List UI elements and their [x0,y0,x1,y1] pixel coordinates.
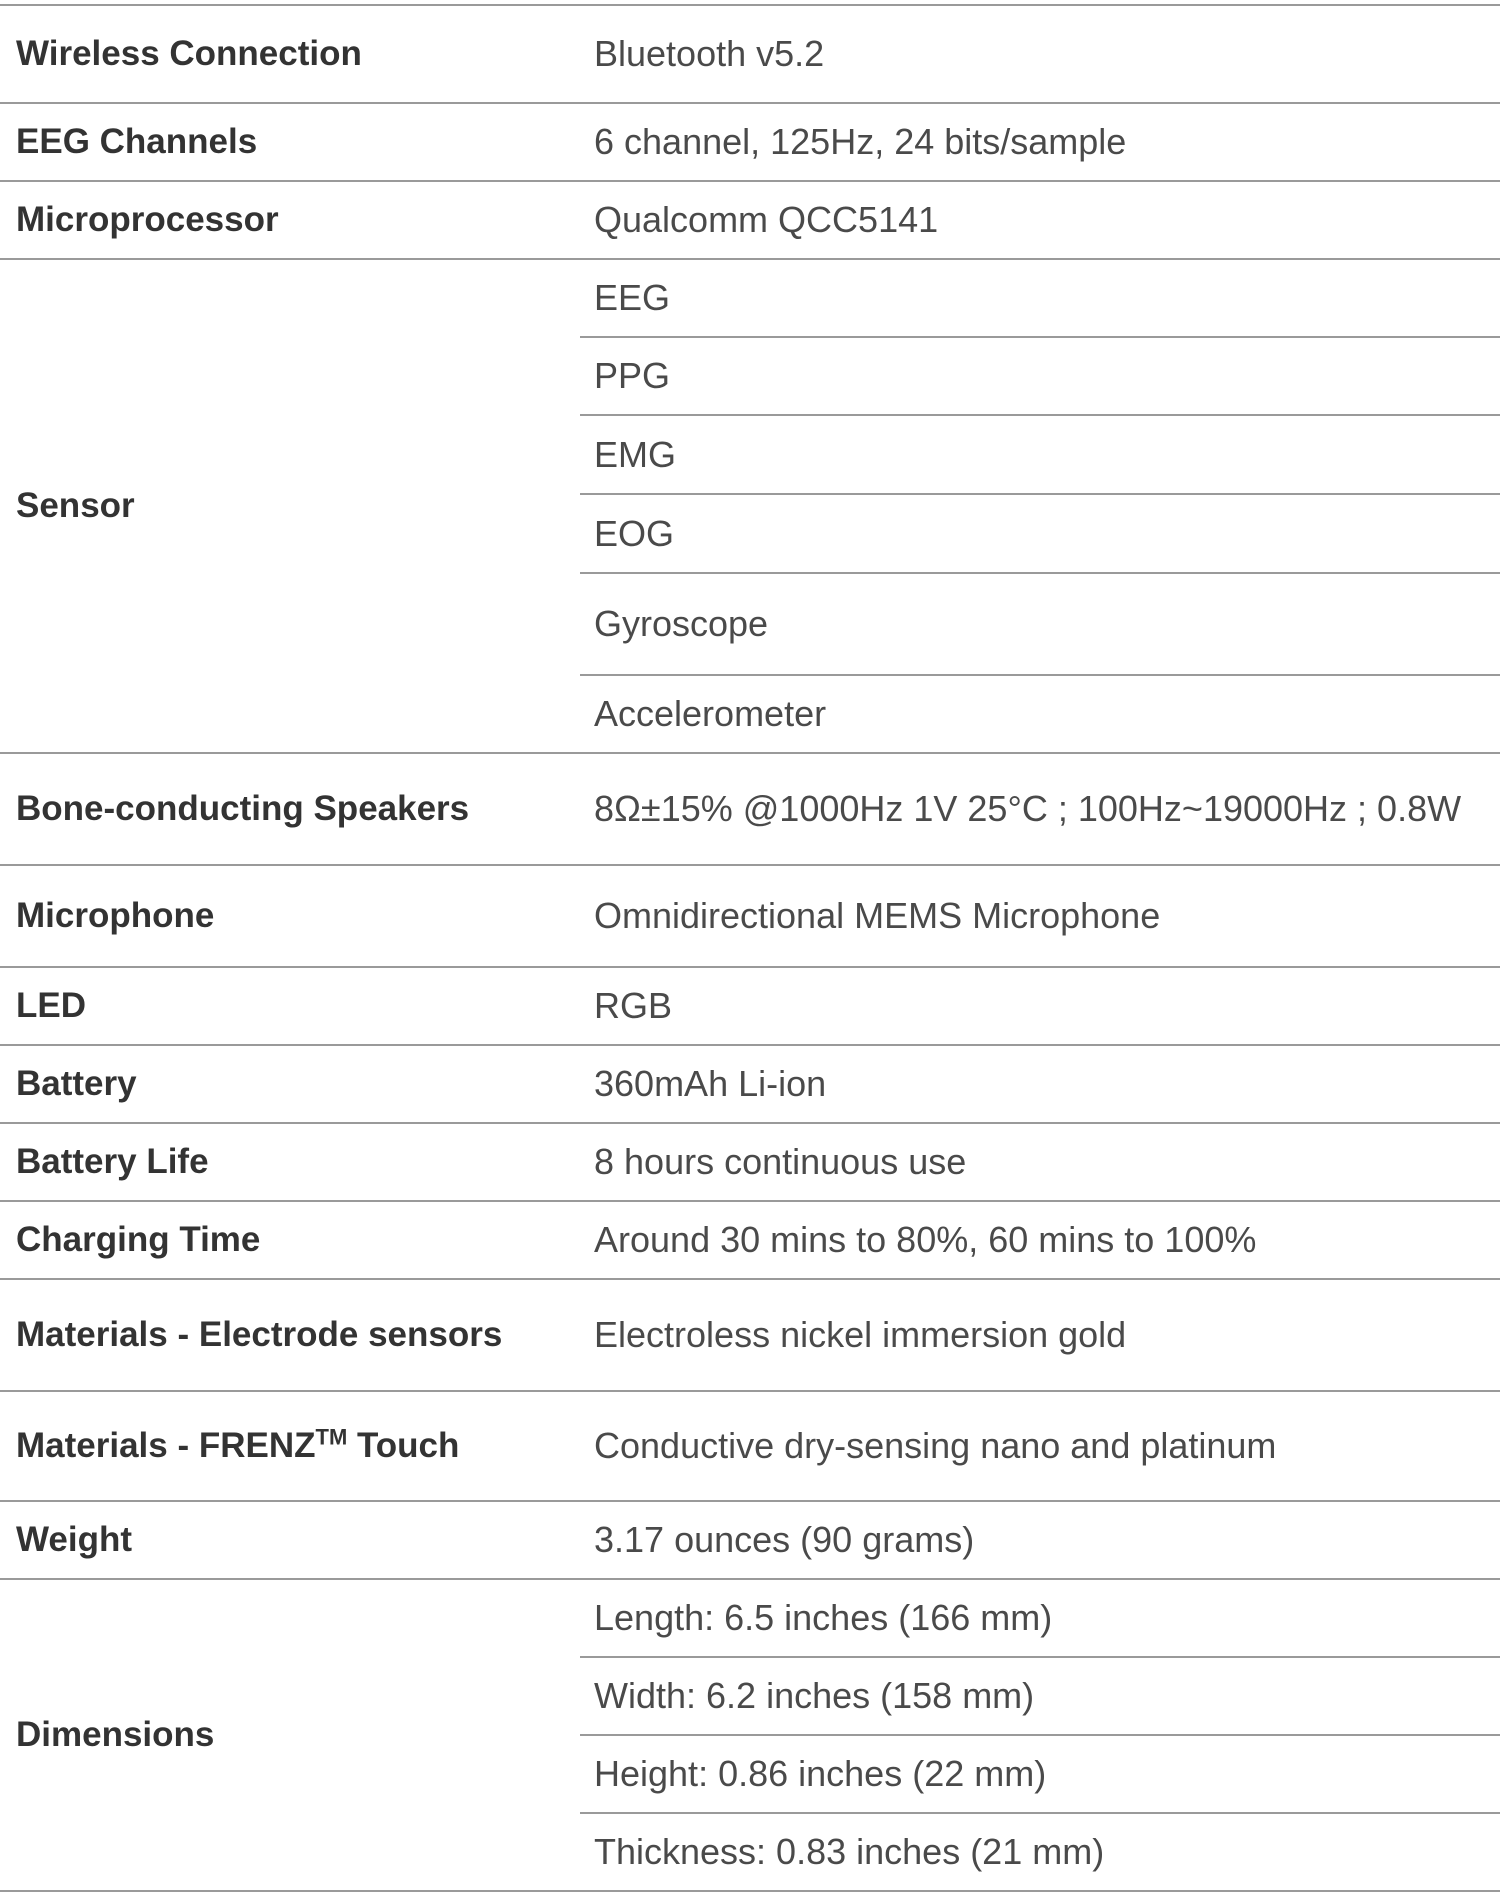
spec-value-sensor-item: Accelerometer [580,675,1500,753]
table-row [0,259,1500,337]
spec-value-sensor-item: PPG [580,337,1500,415]
table-row [0,967,1500,1045]
table-row [0,865,1500,967]
spec-value-speakers: 8Ω±15% @1000Hz 1V 25°C ; 100Hz~19000Hz ; 0.8W [580,753,1500,865]
spec-label-microphone: Microphone [0,865,580,967]
spec-label-battery-life: Battery Life [0,1123,580,1201]
spec-value-wireless: Bluetooth v5.2 [580,5,1500,103]
spec-value-weight: 3.17 ounces (90 grams) [580,1501,1500,1579]
table-row [0,1201,1500,1279]
spec-label-led: LED [0,967,580,1045]
spec-label-materials-touch [0,1391,580,1501]
table-row [0,1279,1500,1391]
spec-value-dimensions-item: Width: 6.2 inches (158 mm) [580,1657,1500,1735]
spec-label-eeg-channels: EEG Channels [0,103,580,181]
spec-value-dimensions-item: Thickness: 0.83 inches (21 mm) [580,1813,1500,1891]
table-row [0,1391,1500,1501]
spec-value-sensor-item: Gyroscope [580,573,1500,675]
table-row [0,181,1500,259]
spec-value-materials-electrode: Electroless nickel immersion gold [580,1279,1500,1391]
spec-value-microprocessor: Qualcomm QCC5141 [580,181,1500,259]
table-row [0,5,1500,103]
spec-label-battery: Battery [0,1045,580,1123]
spec-label-charging-time: Charging Time [0,1201,580,1279]
spec-label-materials-touch-suffix: Touch [347,1426,460,1465]
spec-label-weight: Weight [0,1501,580,1579]
table-row [0,1579,1500,1657]
spec-table [0,5,1500,1892]
spec-label-microprocessor: Microprocessor [0,181,580,259]
spec-label-materials-electrode: Materials - Electrode sensors [0,1279,580,1391]
table-row [0,1501,1500,1579]
spec-value-sensor-item: EOG [580,494,1500,573]
spec-value-battery: 360mAh Li-ion [580,1045,1500,1123]
trademark-superscript: TM [315,1424,348,1450]
table-row [0,1123,1500,1201]
spec-value-dimensions-item: Length: 6.5 inches (166 mm) [580,1579,1500,1657]
spec-value-led: RGB [580,967,1500,1045]
spec-value-microphone: Omnidirectional MEMS Microphone [580,865,1500,967]
spec-label-speakers: Bone-conducting Speakers [0,753,580,865]
spec-label-wireless: Wireless Connection [0,5,580,103]
spec-value-battery-life: 8 hours continuous use [580,1123,1500,1201]
spec-value-sensor-item: EMG [580,415,1500,494]
spec-label-materials-touch-prefix: Materials - FRENZ [16,1426,316,1465]
spec-value-eeg-channels: 6 channel, 125Hz, 24 bits/sample [580,103,1500,181]
spec-label-sensor: Sensor [0,259,580,753]
table-row [0,103,1500,181]
spec-value-dimensions-item: Height: 0.86 inches (22 mm) [580,1735,1500,1813]
spec-value-materials-touch: Conductive dry-sensing nano and platinum [580,1391,1500,1501]
table-row [0,753,1500,865]
table-row [0,1045,1500,1123]
spec-value-sensor-item: EEG [580,259,1500,337]
spec-value-charging-time: Around 30 mins to 80%, 60 mins to 100% [580,1201,1500,1279]
spec-label-dimensions: Dimensions [0,1579,580,1891]
